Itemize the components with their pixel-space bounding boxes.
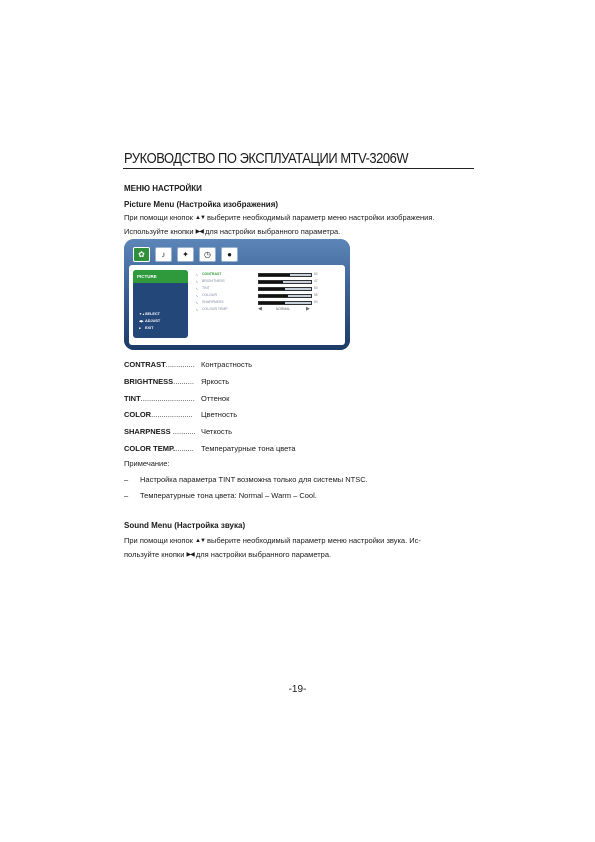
legend-label: EXIT (145, 326, 154, 330)
tv-menu-row-value: 60 (314, 272, 318, 276)
picture-menu-heading: Picture Menu (Настройка изображения) (124, 200, 279, 209)
term-leader-dots: ........... (170, 427, 196, 437)
para-text: выберите необходимый параметр меню настройки изображения. (207, 213, 435, 222)
term-row (124, 407, 424, 424)
row-bullet-icon: ◟ (196, 271, 198, 277)
tv-menu-row[interactable] (196, 271, 326, 277)
term-row (124, 357, 424, 374)
term-value: Оттенок (201, 393, 230, 403)
picture-menu-paragraph (124, 211, 476, 239)
term-key: SHARPNESS (124, 427, 171, 437)
term-row (124, 374, 424, 391)
para-text: При помощи кнопок (124, 536, 193, 545)
page-number: -19- (288, 684, 307, 695)
setup-icon[interactable]: ● (221, 247, 238, 262)
term-value: Температурные тона цвета (201, 443, 296, 453)
para-text: Используйте кнопки (124, 227, 194, 236)
note-dash: – (124, 491, 129, 500)
para-text: для настройки выбранного параметра. (195, 550, 332, 559)
term-key: CONTRAST (124, 360, 166, 369)
sound-menu-heading: Sound Menu (Настройка звука) (124, 521, 246, 530)
tv-menu-sidebar (133, 270, 188, 338)
page-title: РУКОВОДСТВО ПО ЭКСПЛУАТАЦИИ MTV-3206W (124, 150, 409, 167)
tuning-icon[interactable]: ✦ (177, 247, 194, 262)
tv-menu-row-label: BRIGHTNESS (202, 279, 225, 283)
tv-menu-row-label: CONTRAST (202, 272, 222, 276)
term-leader-dots: .............. (165, 360, 195, 369)
tv-menu-row-label: SHARPNESS (202, 300, 224, 304)
term-leader-dots: ......... (175, 443, 194, 453)
legend-label: ADJUST (145, 319, 161, 323)
row-bullet-icon: ◟ (196, 292, 198, 298)
tv-menu-row-label: COLOUR (202, 293, 217, 297)
tv-menu-row[interactable] (196, 292, 326, 298)
row-bullet-icon: ◟ (196, 299, 198, 305)
sound-icon[interactable]: ♪ (155, 247, 172, 262)
row-bullet-icon: ◟ (196, 278, 198, 284)
term-value: Цветность (201, 410, 238, 420)
term-row (124, 441, 424, 458)
tv-menu-row-option: NORMAL (276, 307, 291, 311)
tv-menu-row-label: COLOUR TEMP. (202, 307, 229, 311)
note-dash: – (124, 475, 129, 484)
tv-menu-slider[interactable] (258, 280, 312, 284)
para-text: выберите необходимый параметр меню настройки звука. Ис- (207, 536, 421, 545)
legend-symbol-icon: ■ (139, 326, 141, 330)
term-value: Контрастность (201, 360, 253, 369)
term-key: BRIGHTNESS (124, 376, 174, 386)
note-item (124, 475, 368, 484)
term-leader-dots: .......................... (140, 393, 195, 403)
sound-menu-paragraph (124, 534, 476, 562)
term-value: Четкость (201, 427, 232, 437)
tv-menu-slider[interactable] (258, 301, 312, 305)
up-down-arrows-icon: ▲▼ (195, 215, 205, 221)
tv-menu-row-value: 50 (314, 286, 318, 290)
title-rule (123, 168, 474, 169)
tv-menu-row[interactable] (196, 306, 326, 312)
tv-menu-slider[interactable] (258, 294, 312, 298)
legend-symbol-icon: ◀▶ (139, 319, 144, 323)
note-text: Настройка параметра TINT возможна только для системы NTSC. (140, 475, 368, 484)
slider-fill (259, 288, 285, 290)
picture-icon[interactable]: ✿ (133, 247, 150, 262)
slider-fill (259, 295, 288, 297)
row-bullet-icon: ◟ (196, 285, 198, 291)
up-down-arrows-icon: ▲▼ (195, 538, 205, 544)
left-arrow-icon[interactable]: ◀ (258, 306, 262, 312)
note-item (124, 491, 317, 500)
tv-menu-row[interactable] (196, 285, 326, 291)
legend-symbol-icon: ▼▲ (139, 312, 145, 316)
slider-fill (259, 274, 290, 276)
para-text: для настройки выбранного параметра. (204, 227, 341, 236)
slider-fill (259, 302, 285, 304)
tv-menu-side-title: PICTURE (133, 270, 188, 283)
term-leader-dots: .................... (151, 410, 193, 420)
legend-label: SELECT (145, 312, 160, 316)
terms-list (124, 357, 424, 458)
tv-menu-row-label: TINT (202, 286, 210, 290)
tv-menu-slider[interactable] (258, 287, 312, 291)
tv-menu-row-value: 50 (314, 300, 318, 304)
term-row (124, 424, 424, 441)
legend-item (139, 319, 160, 323)
slider-fill (259, 281, 283, 283)
tv-menu-row[interactable] (196, 278, 326, 284)
term-row (124, 391, 424, 408)
tv-menu-row-value: 47 (314, 279, 318, 283)
left-right-arrows-icon: ▶◀ (186, 552, 194, 558)
term-key: TINT (124, 393, 141, 403)
para-text: пользуйте кнопки (124, 550, 185, 559)
legend-item (139, 326, 153, 330)
row-bullet-icon: ◟ (196, 306, 198, 312)
legend-item (139, 312, 160, 316)
term-key: COLOR TEMP. (124, 443, 176, 453)
tv-picture-menu (124, 239, 350, 350)
right-arrow-icon[interactable]: ▶ (306, 306, 310, 312)
tv-menu-slider[interactable] (258, 273, 312, 277)
term-key: COLOR (124, 410, 152, 420)
left-right-arrows-icon: ▶◀ (195, 229, 203, 235)
note-text: Температурные тона цвета: Normal – Warm – Cool. (140, 491, 317, 500)
section-title: МЕНЮ НАСТРОЙКИ (124, 184, 202, 193)
note-heading: Примечание: (124, 459, 170, 468)
term-value: Яркость (201, 376, 230, 386)
tv-menu-row[interactable] (196, 299, 326, 305)
term-leader-dots: .......... (173, 376, 195, 386)
tv-menu-row-value: 55 (314, 293, 318, 297)
clock-icon[interactable]: ◷ (199, 247, 216, 262)
para-text: При помощи кнопок (124, 213, 193, 222)
